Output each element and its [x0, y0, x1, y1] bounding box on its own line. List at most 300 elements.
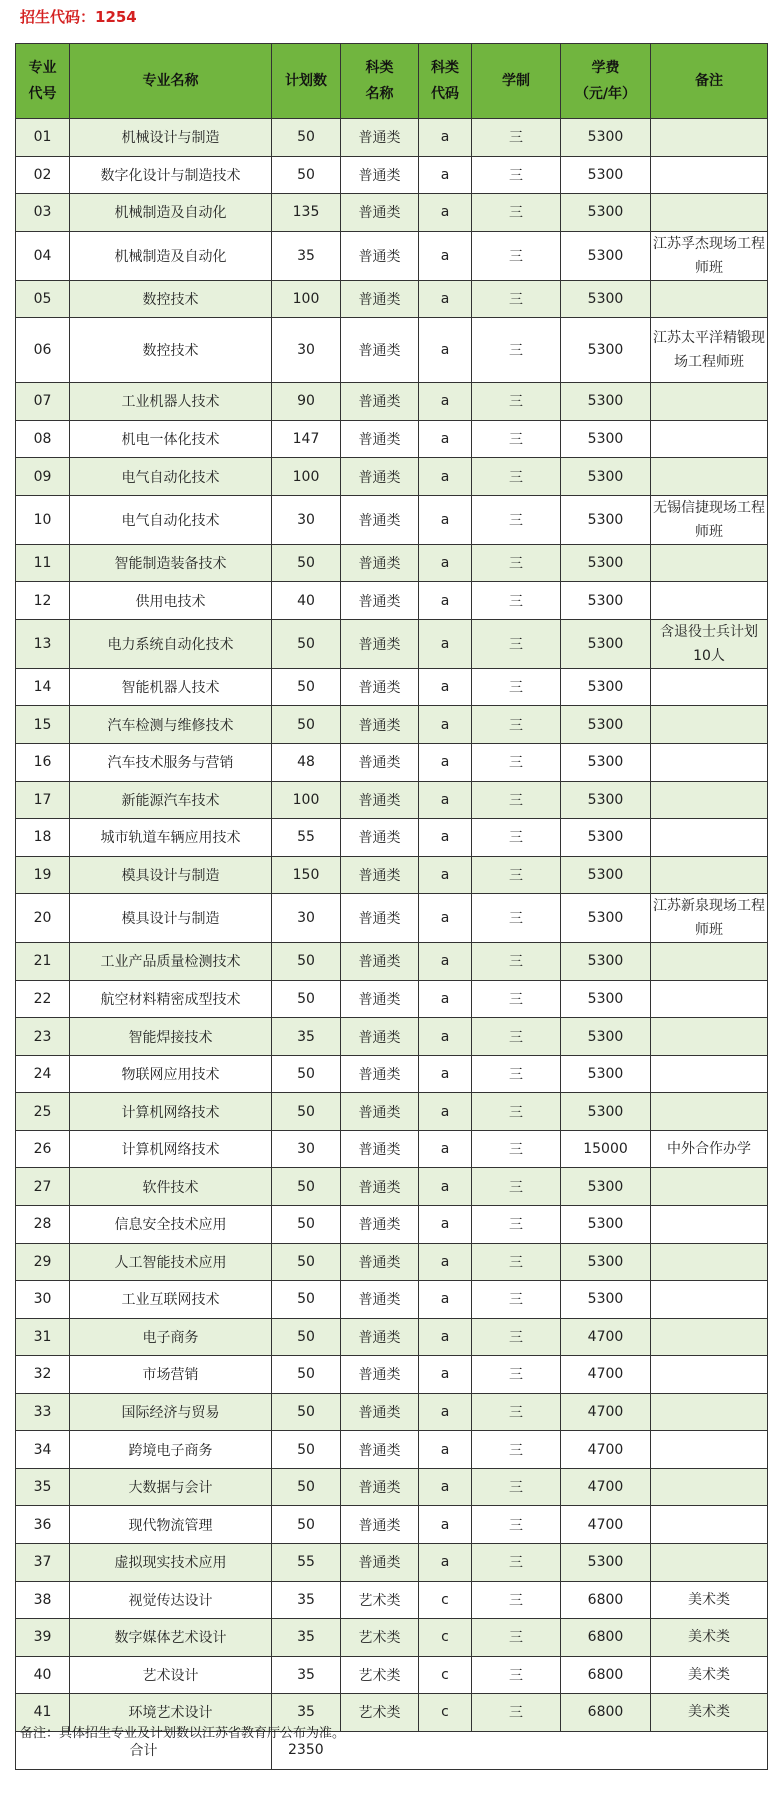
major-name-cell: 城市轨道车辆应用技术 [70, 819, 272, 857]
tuition-cell: 6800 [561, 1619, 651, 1657]
category-code-cell: a [419, 706, 472, 744]
table-row [16, 1168, 768, 1206]
remark-cell [651, 1206, 768, 1244]
header-category-name: 科类 名称 [341, 44, 419, 119]
remark-cell [651, 1168, 768, 1206]
plan-count-cell: 40 [272, 582, 341, 620]
tuition-cell: 5300 [561, 781, 651, 819]
category-code-cell: a [419, 1018, 472, 1056]
table-row [16, 119, 768, 157]
enrollment-table [15, 43, 768, 1770]
category-code-cell: a [419, 1356, 472, 1394]
duration-cell: 三 [472, 706, 561, 744]
plan-count-cell: 100 [272, 280, 341, 318]
remark-cell [651, 582, 768, 620]
major-name-cell: 智能机器人技术 [70, 668, 272, 706]
major-code-cell: 10 [16, 495, 70, 544]
duration-cell: 三 [472, 1168, 561, 1206]
duration-cell: 三 [472, 1055, 561, 1093]
tuition-cell: 5300 [561, 156, 651, 194]
category-code-cell: a [419, 194, 472, 232]
category-name-cell: 普通类 [341, 1318, 419, 1356]
tuition-cell: 15000 [561, 1130, 651, 1168]
major-name-cell: 模具设计与制造 [70, 894, 272, 943]
duration-cell: 三 [472, 1694, 561, 1732]
category-code-cell: a [419, 544, 472, 582]
major-name-cell: 视觉传达设计 [70, 1581, 272, 1619]
duration-cell: 三 [472, 318, 561, 383]
plan-count-cell: 30 [272, 1130, 341, 1168]
major-code-cell: 04 [16, 231, 70, 280]
category-code-cell: a [419, 1206, 472, 1244]
remark-cell: 无锡信捷现场工程师班 [651, 495, 768, 544]
page-title: 招生代码：1254 [20, 8, 137, 26]
plan-count-cell: 35 [272, 1656, 341, 1694]
duration-cell: 三 [472, 194, 561, 232]
remark-cell [651, 383, 768, 421]
major-name-cell: 大数据与会计 [70, 1468, 272, 1506]
category-code-cell: a [419, 280, 472, 318]
major-code-cell: 12 [16, 582, 70, 620]
remark-cell [651, 1431, 768, 1469]
remark-cell: 美术类 [651, 1694, 768, 1732]
category-code-cell: a [419, 943, 472, 981]
major-name-cell: 软件技术 [70, 1168, 272, 1206]
tuition-cell: 5300 [561, 1018, 651, 1056]
duration-cell: 三 [472, 894, 561, 943]
plan-count-cell: 50 [272, 1093, 341, 1131]
plan-count-cell: 50 [272, 1055, 341, 1093]
major-code-cell: 14 [16, 668, 70, 706]
category-code-cell: a [419, 119, 472, 157]
total-value: 2350 [272, 1731, 768, 1769]
tuition-cell: 5300 [561, 943, 651, 981]
category-name-cell: 普通类 [341, 231, 419, 280]
major-name-cell: 计算机网络技术 [70, 1093, 272, 1131]
duration-cell: 三 [472, 1581, 561, 1619]
duration-cell: 三 [472, 1281, 561, 1319]
category-name-cell: 艺术类 [341, 1656, 419, 1694]
category-code-cell: c [419, 1656, 472, 1694]
tuition-cell: 5300 [561, 619, 651, 668]
category-name-cell: 普通类 [341, 156, 419, 194]
table-row [16, 894, 768, 943]
category-name-cell: 普通类 [341, 1393, 419, 1431]
plan-count-cell: 55 [272, 1543, 341, 1581]
major-code-cell: 08 [16, 420, 70, 458]
plan-count-cell: 55 [272, 819, 341, 857]
duration-cell: 三 [472, 1356, 561, 1394]
major-code-cell: 17 [16, 781, 70, 819]
remark-cell [651, 943, 768, 981]
major-name-cell: 机电一体化技术 [70, 420, 272, 458]
tuition-cell: 5300 [561, 582, 651, 620]
category-code-cell: a [419, 668, 472, 706]
remark-cell [651, 1318, 768, 1356]
table-row [16, 1318, 768, 1356]
category-name-cell: 普通类 [341, 1055, 419, 1093]
duration-cell: 三 [472, 495, 561, 544]
category-name-cell: 艺术类 [341, 1581, 419, 1619]
remark-cell [651, 1356, 768, 1394]
major-name-cell: 电力系统自动化技术 [70, 619, 272, 668]
major-code-cell: 07 [16, 383, 70, 421]
category-code-cell: a [419, 781, 472, 819]
tuition-cell: 5300 [561, 544, 651, 582]
major-name-cell: 工业互联网技术 [70, 1281, 272, 1319]
category-name-cell: 普通类 [341, 194, 419, 232]
major-code-cell: 18 [16, 819, 70, 857]
duration-cell: 三 [472, 1130, 561, 1168]
remark-cell: 江苏太平洋精锻现场工程师班 [651, 318, 768, 383]
major-code-cell: 16 [16, 744, 70, 782]
duration-cell: 三 [472, 458, 561, 496]
remark-cell [651, 420, 768, 458]
major-code-cell: 36 [16, 1506, 70, 1544]
table-row [16, 1281, 768, 1319]
category-name-cell: 普通类 [341, 1243, 419, 1281]
category-name-cell: 普通类 [341, 706, 419, 744]
remark-cell: 美术类 [651, 1581, 768, 1619]
table-row [16, 781, 768, 819]
plan-count-cell: 48 [272, 744, 341, 782]
tuition-cell: 5300 [561, 318, 651, 383]
table-row [16, 1393, 768, 1431]
major-name-cell: 智能制造装备技术 [70, 544, 272, 582]
table-row [16, 1431, 768, 1469]
table-row [16, 943, 768, 981]
table-row [16, 156, 768, 194]
major-name-cell: 数字化设计与制造技术 [70, 156, 272, 194]
category-name-cell: 普通类 [341, 819, 419, 857]
table-row [16, 544, 768, 582]
plan-count-cell: 30 [272, 495, 341, 544]
tuition-cell: 5300 [561, 119, 651, 157]
major-code-cell: 22 [16, 980, 70, 1018]
tuition-cell: 5300 [561, 856, 651, 894]
plan-count-cell: 50 [272, 1506, 341, 1544]
table-row [16, 1356, 768, 1394]
category-code-cell: c [419, 1619, 472, 1657]
category-name-cell: 普通类 [341, 856, 419, 894]
plan-count-cell: 35 [272, 1018, 341, 1056]
category-code-cell: a [419, 980, 472, 1018]
major-code-cell: 05 [16, 280, 70, 318]
major-name-cell: 虚拟现实技术应用 [70, 1543, 272, 1581]
category-name-cell: 普通类 [341, 318, 419, 383]
duration-cell: 三 [472, 668, 561, 706]
tuition-cell: 5300 [561, 1281, 651, 1319]
major-name-cell: 电子商务 [70, 1318, 272, 1356]
category-name-cell: 普通类 [341, 1093, 419, 1131]
remark-cell [651, 194, 768, 232]
header-major-code: 专业 代号 [16, 44, 70, 119]
header-category-code: 科类 代码 [419, 44, 472, 119]
plan-count-cell: 50 [272, 1318, 341, 1356]
table-row [16, 668, 768, 706]
plan-count-cell: 147 [272, 420, 341, 458]
plan-count-cell: 100 [272, 458, 341, 496]
category-code-cell: a [419, 1093, 472, 1131]
tuition-cell: 5300 [561, 420, 651, 458]
plan-count-cell: 50 [272, 980, 341, 1018]
major-code-cell: 41 [16, 1694, 70, 1732]
duration-cell: 三 [472, 943, 561, 981]
tuition-cell: 5300 [561, 1093, 651, 1131]
tuition-cell: 5300 [561, 458, 651, 496]
tuition-cell: 4700 [561, 1356, 651, 1394]
table-row [16, 458, 768, 496]
tuition-cell: 6800 [561, 1694, 651, 1732]
table-row [16, 1018, 768, 1056]
category-code-cell: a [419, 582, 472, 620]
duration-cell: 三 [472, 980, 561, 1018]
footnote: 备注：具体招生专业及计划数以江苏省教育厅公布为准。 [20, 1726, 346, 1741]
category-code-cell: a [419, 1393, 472, 1431]
major-name-cell: 数字媒体艺术设计 [70, 1619, 272, 1657]
category-name-cell: 普通类 [341, 744, 419, 782]
major-code-cell: 33 [16, 1393, 70, 1431]
duration-cell: 三 [472, 1543, 561, 1581]
major-code-cell: 25 [16, 1093, 70, 1131]
major-code-cell: 24 [16, 1055, 70, 1093]
major-name-cell: 航空材料精密成型技术 [70, 980, 272, 1018]
remark-cell [651, 1543, 768, 1581]
header-plan-count: 计划数 [272, 44, 341, 119]
category-code-cell: a [419, 495, 472, 544]
category-code-cell: a [419, 894, 472, 943]
category-code-cell: a [419, 619, 472, 668]
duration-cell: 三 [472, 1619, 561, 1657]
remark-cell [651, 781, 768, 819]
category-name-cell: 普通类 [341, 458, 419, 496]
table-row [16, 582, 768, 620]
table-row [16, 1055, 768, 1093]
category-name-cell: 普通类 [341, 1543, 419, 1581]
header-major-name: 专业名称 [70, 44, 272, 119]
category-code-cell: a [419, 318, 472, 383]
major-code-cell: 03 [16, 194, 70, 232]
duration-cell: 三 [472, 1206, 561, 1244]
remark-cell [651, 119, 768, 157]
table-row [16, 819, 768, 857]
category-name-cell: 艺术类 [341, 1694, 419, 1732]
table-row [16, 1093, 768, 1131]
remark-cell [651, 1055, 768, 1093]
duration-cell: 三 [472, 420, 561, 458]
tuition-cell: 5300 [561, 1543, 651, 1581]
remark-cell [651, 1093, 768, 1131]
major-name-cell: 艺术设计 [70, 1656, 272, 1694]
table-row [16, 1581, 768, 1619]
remark-cell [651, 980, 768, 1018]
tuition-cell: 5300 [561, 1055, 651, 1093]
major-name-cell: 数控技术 [70, 318, 272, 383]
plan-count-cell: 50 [272, 668, 341, 706]
category-code-cell: a [419, 819, 472, 857]
major-code-cell: 34 [16, 1431, 70, 1469]
duration-cell: 三 [472, 856, 561, 894]
category-name-cell: 普通类 [341, 119, 419, 157]
category-code-cell: a [419, 744, 472, 782]
duration-cell: 三 [472, 156, 561, 194]
table-row [16, 231, 768, 280]
major-name-cell: 模具设计与制造 [70, 856, 272, 894]
header-tuition: 学费 （元/年） [561, 44, 651, 119]
remark-cell [651, 1506, 768, 1544]
category-code-cell: c [419, 1581, 472, 1619]
category-name-cell: 普通类 [341, 544, 419, 582]
category-name-cell: 普通类 [341, 1506, 419, 1544]
category-name-cell: 普通类 [341, 383, 419, 421]
duration-cell: 三 [472, 1018, 561, 1056]
category-code-cell: a [419, 458, 472, 496]
table-row [16, 1543, 768, 1581]
major-name-cell: 计算机网络技术 [70, 1130, 272, 1168]
category-name-cell: 普通类 [341, 582, 419, 620]
category-name-cell: 普通类 [341, 980, 419, 1018]
major-name-cell: 电气自动化技术 [70, 495, 272, 544]
duration-cell: 三 [472, 781, 561, 819]
major-code-cell: 06 [16, 318, 70, 383]
plan-count-cell: 135 [272, 194, 341, 232]
major-name-cell: 机械制造及自动化 [70, 231, 272, 280]
plan-count-cell: 50 [272, 156, 341, 194]
major-code-cell: 19 [16, 856, 70, 894]
duration-cell: 三 [472, 1431, 561, 1469]
duration-cell: 三 [472, 744, 561, 782]
remark-cell [651, 1468, 768, 1506]
table-row [16, 980, 768, 1018]
table-row [16, 744, 768, 782]
category-name-cell: 普通类 [341, 619, 419, 668]
tuition-cell: 6800 [561, 1581, 651, 1619]
category-code-cell: a [419, 1506, 472, 1544]
plan-count-cell: 50 [272, 119, 341, 157]
table-row [16, 495, 768, 544]
plan-count-cell: 35 [272, 1619, 341, 1657]
table-row [16, 1130, 768, 1168]
category-code-cell: a [419, 1243, 472, 1281]
major-name-cell: 汽车技术服务与营销 [70, 744, 272, 782]
category-name-cell: 普通类 [341, 781, 419, 819]
plan-count-cell: 35 [272, 1581, 341, 1619]
plan-count-cell: 30 [272, 894, 341, 943]
category-name-cell: 普通类 [341, 1468, 419, 1506]
major-name-cell: 市场营销 [70, 1356, 272, 1394]
remark-cell [651, 706, 768, 744]
header-duration: 学制 [472, 44, 561, 119]
category-name-cell: 普通类 [341, 668, 419, 706]
remark-cell [651, 1281, 768, 1319]
table-row [16, 1206, 768, 1244]
table-row [16, 1656, 768, 1694]
tuition-cell: 5300 [561, 231, 651, 280]
duration-cell: 三 [472, 231, 561, 280]
tuition-cell: 5300 [561, 495, 651, 544]
category-name-cell: 普通类 [341, 1431, 419, 1469]
category-name-cell: 普通类 [341, 420, 419, 458]
duration-cell: 三 [472, 1243, 561, 1281]
major-name-cell: 人工智能技术应用 [70, 1243, 272, 1281]
tuition-cell: 5300 [561, 819, 651, 857]
category-name-cell: 普通类 [341, 943, 419, 981]
major-name-cell: 机械设计与制造 [70, 119, 272, 157]
remark-cell [651, 856, 768, 894]
category-name-cell: 普通类 [341, 495, 419, 544]
remark-cell [651, 544, 768, 582]
category-code-cell: a [419, 1055, 472, 1093]
tuition-cell: 4700 [561, 1431, 651, 1469]
total-label: 合计 [16, 1731, 272, 1769]
major-code-cell: 09 [16, 458, 70, 496]
category-name-cell: 普通类 [341, 1281, 419, 1319]
tuition-cell: 4700 [561, 1506, 651, 1544]
category-code-cell: a [419, 1130, 472, 1168]
category-code-cell: a [419, 420, 472, 458]
duration-cell: 三 [472, 1093, 561, 1131]
major-name-cell: 电气自动化技术 [70, 458, 272, 496]
duration-cell: 三 [472, 280, 561, 318]
category-name-cell: 普通类 [341, 1130, 419, 1168]
duration-cell: 三 [472, 1656, 561, 1694]
tuition-cell: 5300 [561, 194, 651, 232]
remark-cell [651, 1393, 768, 1431]
major-code-cell: 28 [16, 1206, 70, 1244]
major-code-cell: 35 [16, 1468, 70, 1506]
duration-cell: 三 [472, 1318, 561, 1356]
major-name-cell: 机械制造及自动化 [70, 194, 272, 232]
category-name-cell: 普通类 [341, 1356, 419, 1394]
category-code-cell: a [419, 1543, 472, 1581]
tuition-cell: 5300 [561, 1206, 651, 1244]
duration-cell: 三 [472, 619, 561, 668]
duration-cell: 三 [472, 383, 561, 421]
tuition-cell: 5300 [561, 1168, 651, 1206]
remark-cell: 含退役士兵计划10人 [651, 619, 768, 668]
plan-count-cell: 90 [272, 383, 341, 421]
category-code-cell: a [419, 1281, 472, 1319]
category-code-cell: a [419, 383, 472, 421]
table-row [16, 1468, 768, 1506]
table-row [16, 318, 768, 383]
category-name-cell: 普通类 [341, 1206, 419, 1244]
plan-count-cell: 50 [272, 544, 341, 582]
table-row [16, 194, 768, 232]
tuition-cell: 5300 [561, 280, 651, 318]
category-name-cell: 普通类 [341, 1168, 419, 1206]
plan-count-cell: 150 [272, 856, 341, 894]
table-header-row [16, 44, 768, 119]
major-name-cell: 物联网应用技术 [70, 1055, 272, 1093]
table-row [16, 1243, 768, 1281]
major-code-cell: 32 [16, 1356, 70, 1394]
category-code-cell: c [419, 1694, 472, 1732]
major-name-cell: 工业产品质量检测技术 [70, 943, 272, 981]
major-name-cell: 国际经济与贸易 [70, 1393, 272, 1431]
plan-count-cell: 50 [272, 1168, 341, 1206]
duration-cell: 三 [472, 119, 561, 157]
plan-count-cell: 50 [272, 1281, 341, 1319]
category-code-cell: a [419, 1431, 472, 1469]
major-code-cell: 11 [16, 544, 70, 582]
major-code-cell: 21 [16, 943, 70, 981]
table-body [16, 119, 768, 1732]
table-row [16, 1619, 768, 1657]
tuition-cell: 6800 [561, 1656, 651, 1694]
category-name-cell: 艺术类 [341, 1619, 419, 1657]
table-row [16, 383, 768, 421]
